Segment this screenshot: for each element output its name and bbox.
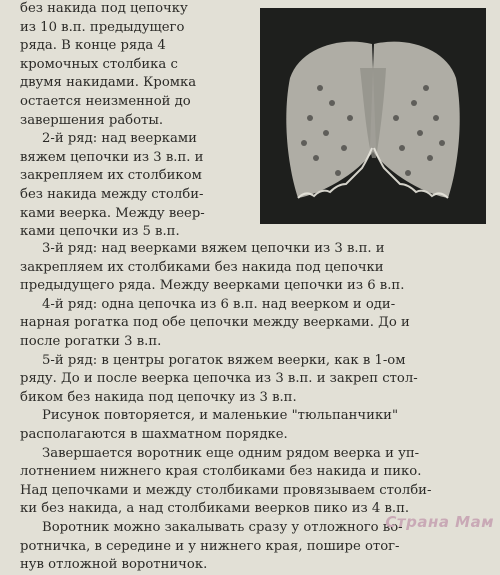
crochet-collar-photo xyxy=(260,8,486,224)
text-line: лотнением нижнего края столбиками без накида и пико. xyxy=(20,464,422,480)
text-line: двумя накидами. Кромка xyxy=(20,75,197,91)
text-line: вяжем цепочки из 3 в.п. и xyxy=(20,149,204,165)
text-column-top xyxy=(20,0,250,242)
text-line: закрепляем их столбиками без накида под цепочки xyxy=(20,259,384,275)
text-line: Воротник можно закалывать сразу у отложного во- xyxy=(42,519,403,535)
text-line: ряду. До и после веерка цепочка из 3 в.п. и закреп стол- xyxy=(20,371,418,387)
text-line: остается неизменной до xyxy=(20,93,191,109)
text-line: 5-й ряд: в центры рогаток вяжем веерки, как в 1-ом xyxy=(42,352,406,368)
text-line: без накида под цепочку xyxy=(20,1,188,16)
text-line: 4-й ряд: одна цепочка из 6 в.п. над веерком и оди- xyxy=(42,296,396,312)
text-line: завершения работы. xyxy=(20,112,164,128)
text-line: 3-й ряд: над веерками вяжем цепочки из 3 в.п. и xyxy=(42,241,385,256)
text-line: Рисунок повторяется, и маленькие "тюльпанчики" xyxy=(42,408,399,424)
text-line: нарная рогатка под обе цепочки между веерками. До и xyxy=(20,315,410,331)
collar-image-icon xyxy=(260,8,486,224)
text-line: ротничка, в середине и у нижнего края, пошире отог- xyxy=(20,538,400,554)
text-line: ки без накида, а над столбиками веерков пико из 4 в.п. xyxy=(20,501,410,517)
text-line: после рогатки 3 в.п. xyxy=(20,333,162,349)
text-line: 2-й ряд: над веерками xyxy=(42,131,197,147)
text-line: закрепляем их столбиком xyxy=(20,168,202,184)
text-line: кромочных столбика с xyxy=(20,56,178,72)
text-line: биком без накида под цепочку из 3 в.п. xyxy=(20,389,297,405)
text-line: Завершается воротник еще одним рядом веерка и уп- xyxy=(42,445,420,461)
site-watermark xyxy=(385,513,494,531)
text-line: ками веерка. Между веер- xyxy=(20,205,205,221)
text-line: располагаются в шахматном порядке. xyxy=(20,426,288,442)
text-line: Над цепочками и между столбиками провязываем столби- xyxy=(20,482,432,498)
text-line: предыдущего ряда. Между веерками цепочки из 6 в.п. xyxy=(20,278,405,294)
text-line: ками цепочки из 5 в.п. xyxy=(20,224,180,240)
watermark-text: Страна Мам xyxy=(385,513,494,531)
text-line: из 10 в.п. предыдущего xyxy=(20,19,185,35)
text-line: без накида между столби- xyxy=(20,186,204,202)
text-line: ряда. В конце ряда 4 xyxy=(20,38,166,54)
text-line: нув отложной воротничок. xyxy=(20,557,208,573)
